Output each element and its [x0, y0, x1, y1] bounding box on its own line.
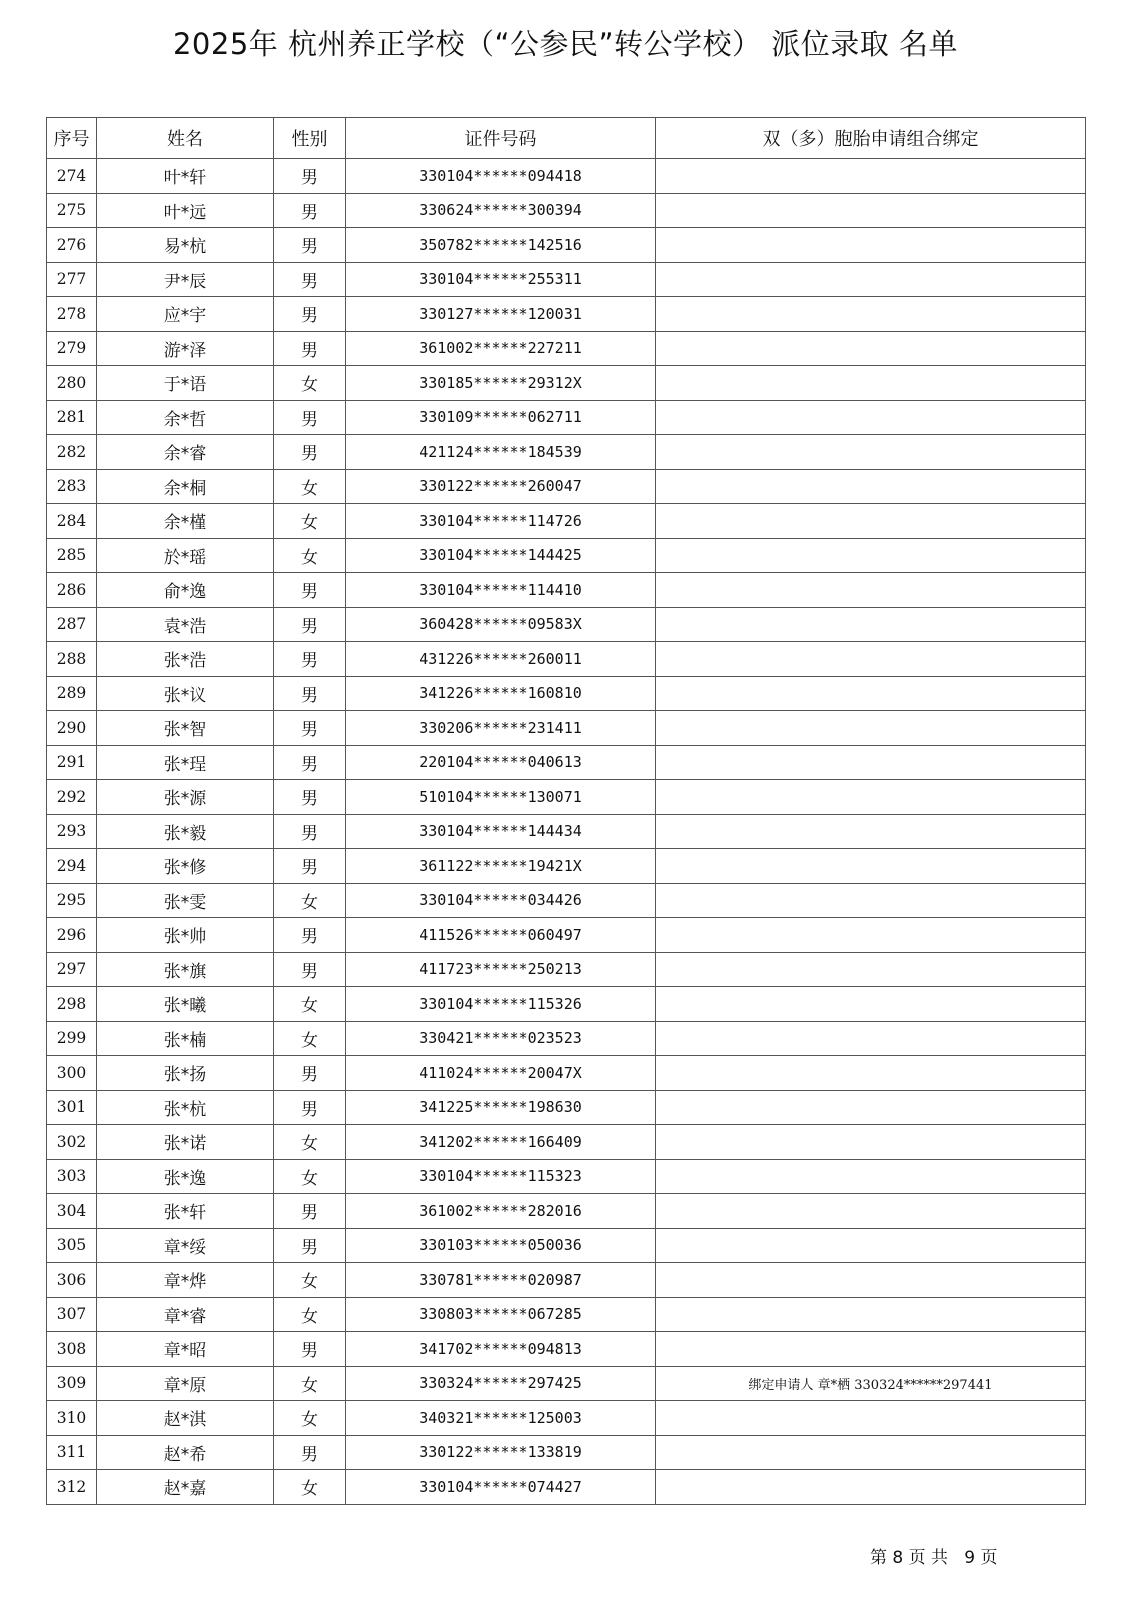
cell-id-number: 330624******300394: [346, 193, 656, 228]
cell-id-number: 330104******114726: [346, 504, 656, 539]
cell-serial: 309: [47, 1366, 97, 1401]
cell-id-number: 361002******227211: [346, 331, 656, 366]
cell-serial: 308: [47, 1332, 97, 1367]
table-row: [47, 1332, 1086, 1367]
cell-gender: 女: [274, 883, 346, 918]
cell-serial: 287: [47, 607, 97, 642]
cell-gender: 女: [274, 538, 346, 573]
cell-id-number: 341225******198630: [346, 1090, 656, 1125]
cell-twin-binding: [656, 1228, 1086, 1263]
cell-student-name: 易*杭: [97, 228, 274, 263]
cell-serial: 275: [47, 193, 97, 228]
cell-twin-binding: [656, 366, 1086, 401]
cell-student-name: 於*瑶: [97, 538, 274, 573]
cell-serial: 281: [47, 400, 97, 435]
column-header-id-number: 证件号码: [346, 118, 656, 159]
table-row: [47, 1125, 1086, 1160]
page-title: 2025年 杭州养正学校（“公参民”转公学校） 派位录取 名单: [172, 27, 958, 61]
cell-id-number: 411024******20047X: [346, 1056, 656, 1091]
cell-serial: 276: [47, 228, 97, 263]
cell-twin-binding: [656, 952, 1086, 987]
cell-student-name: 张*楠: [97, 1021, 274, 1056]
cell-id-number: 341226******160810: [346, 676, 656, 711]
table-row: [47, 435, 1086, 470]
cell-id-number: 330421******023523: [346, 1021, 656, 1056]
cell-student-name: 余*槿: [97, 504, 274, 539]
cell-serial: 302: [47, 1125, 97, 1160]
cell-id-number: 330104******115323: [346, 1159, 656, 1194]
cell-twin-binding: [656, 918, 1086, 953]
cell-gender: 男: [274, 780, 346, 815]
cell-id-number: 411526******060497: [346, 918, 656, 953]
table-row: [47, 814, 1086, 849]
cell-id-number: 220104******040613: [346, 745, 656, 780]
cell-serial: 298: [47, 987, 97, 1022]
cell-id-number: 431226******260011: [346, 642, 656, 677]
cell-id-number: 330104******255311: [346, 262, 656, 297]
cell-student-name: 俞*逸: [97, 573, 274, 608]
cell-twin-binding: [656, 1056, 1086, 1091]
cell-gender: 男: [274, 1194, 346, 1229]
cell-twin-binding: [656, 607, 1086, 642]
cell-gender: 女: [274, 504, 346, 539]
cell-serial: 284: [47, 504, 97, 539]
column-header-serial: 序号: [47, 118, 97, 159]
cell-serial: 286: [47, 573, 97, 608]
table-row: [47, 504, 1086, 539]
cell-student-name: 赵*淇: [97, 1401, 274, 1436]
cell-serial: 304: [47, 1194, 97, 1229]
cell-serial: 283: [47, 469, 97, 504]
cell-serial: 278: [47, 297, 97, 332]
cell-id-number: 330781******020987: [346, 1263, 656, 1298]
cell-student-name: 余*桐: [97, 469, 274, 504]
table-row: [47, 366, 1086, 401]
cell-gender: 女: [274, 1366, 346, 1401]
cell-gender: 男: [274, 262, 346, 297]
cell-serial: 277: [47, 262, 97, 297]
table-row: [47, 1056, 1086, 1091]
cell-gender: 男: [274, 849, 346, 884]
cell-gender: 女: [274, 987, 346, 1022]
cell-gender: 男: [274, 711, 346, 746]
cell-id-number: 330103******050036: [346, 1228, 656, 1263]
cell-gender: 男: [274, 331, 346, 366]
table-row: [47, 400, 1086, 435]
table-row: [47, 1263, 1086, 1298]
cell-student-name: 张*旗: [97, 952, 274, 987]
cell-gender: 女: [274, 1297, 346, 1332]
cell-gender: 男: [274, 573, 346, 608]
cell-student-name: 赵*嘉: [97, 1470, 274, 1505]
table-header-row: [47, 118, 1086, 159]
table-row: [47, 538, 1086, 573]
cell-serial: 280: [47, 366, 97, 401]
cell-twin-binding: [656, 1401, 1086, 1436]
cell-id-number: 421124******184539: [346, 435, 656, 470]
cell-gender: 男: [274, 159, 346, 194]
cell-serial: 291: [47, 745, 97, 780]
cell-student-name: 余*哲: [97, 400, 274, 435]
cell-id-number: 510104******130071: [346, 780, 656, 815]
cell-id-number: 360428******09583X: [346, 607, 656, 642]
cell-serial: 312: [47, 1470, 97, 1505]
cell-id-number: 361122******19421X: [346, 849, 656, 884]
cell-gender: 男: [274, 745, 346, 780]
cell-student-name: 袁*浩: [97, 607, 274, 642]
cell-id-number: 340321******125003: [346, 1401, 656, 1436]
cell-gender: 男: [274, 918, 346, 953]
cell-twin-binding: [656, 538, 1086, 573]
cell-twin-binding: [656, 883, 1086, 918]
cell-twin-binding: [656, 1090, 1086, 1125]
cell-id-number: 330104******074427: [346, 1470, 656, 1505]
cell-serial: 289: [47, 676, 97, 711]
cell-serial: 307: [47, 1297, 97, 1332]
cell-twin-binding: [656, 504, 1086, 539]
cell-student-name: 章*绥: [97, 1228, 274, 1263]
cell-twin-binding: [656, 987, 1086, 1022]
cell-student-name: 叶*轩: [97, 159, 274, 194]
cell-twin-binding: [656, 228, 1086, 263]
table-row: [47, 469, 1086, 504]
table-row: [47, 1401, 1086, 1436]
cell-gender: 女: [274, 1125, 346, 1160]
cell-twin-binding: [656, 400, 1086, 435]
cell-serial: 290: [47, 711, 97, 746]
cell-twin-binding: [656, 1435, 1086, 1470]
cell-student-name: 余*睿: [97, 435, 274, 470]
cell-id-number: 330104******114410: [346, 573, 656, 608]
cell-student-name: 尹*辰: [97, 262, 274, 297]
cell-twin-binding: [656, 676, 1086, 711]
cell-serial: 296: [47, 918, 97, 953]
cell-student-name: 张*帅: [97, 918, 274, 953]
cell-gender: 男: [274, 676, 346, 711]
cell-twin-binding: 绑定申请人 章*栖 330324******297441: [656, 1366, 1086, 1401]
table-row: [47, 918, 1086, 953]
column-header-gender: 性别: [274, 118, 346, 159]
cell-id-number: 330127******120031: [346, 297, 656, 332]
table-row: [47, 711, 1086, 746]
cell-serial: 303: [47, 1159, 97, 1194]
cell-twin-binding: [656, 711, 1086, 746]
cell-serial: 300: [47, 1056, 97, 1091]
cell-id-number: 330122******260047: [346, 469, 656, 504]
cell-twin-binding: [656, 642, 1086, 677]
cell-id-number: 341702******094813: [346, 1332, 656, 1367]
cell-student-name: 于*语: [97, 366, 274, 401]
cell-student-name: 章*原: [97, 1366, 274, 1401]
cell-gender: 女: [274, 1021, 346, 1056]
cell-twin-binding: [656, 573, 1086, 608]
cell-twin-binding: [656, 1194, 1086, 1229]
cell-gender: 女: [274, 1263, 346, 1298]
table-row: [47, 1194, 1086, 1229]
table-row: [47, 193, 1086, 228]
cell-twin-binding: [656, 1125, 1086, 1160]
cell-serial: 299: [47, 1021, 97, 1056]
table-row: [47, 607, 1086, 642]
cell-gender: 男: [274, 228, 346, 263]
cell-id-number: 330185******29312X: [346, 366, 656, 401]
cell-serial: 305: [47, 1228, 97, 1263]
cell-gender: 男: [274, 193, 346, 228]
cell-serial: 293: [47, 814, 97, 849]
cell-student-name: 张*智: [97, 711, 274, 746]
table-row: [47, 1435, 1086, 1470]
cell-student-name: 张*源: [97, 780, 274, 815]
cell-student-name: 张*曦: [97, 987, 274, 1022]
cell-serial: 306: [47, 1263, 97, 1298]
cell-gender: 女: [274, 1401, 346, 1436]
table-row: [47, 331, 1086, 366]
cell-gender: 女: [274, 1159, 346, 1194]
table-row: [47, 676, 1086, 711]
cell-twin-binding: [656, 849, 1086, 884]
table-row: [47, 642, 1086, 677]
cell-gender: 男: [274, 952, 346, 987]
cell-student-name: 章*昭: [97, 1332, 274, 1367]
table-row: [47, 987, 1086, 1022]
cell-student-name: 张*珵: [97, 745, 274, 780]
cell-serial: 279: [47, 331, 97, 366]
cell-id-number: 361002******282016: [346, 1194, 656, 1229]
cell-twin-binding: [656, 1470, 1086, 1505]
cell-id-number: 330104******144425: [346, 538, 656, 573]
cell-id-number: 341202******166409: [346, 1125, 656, 1160]
cell-twin-binding: [656, 331, 1086, 366]
table-row: [47, 1297, 1086, 1332]
cell-gender: 男: [274, 400, 346, 435]
cell-id-number: 411723******250213: [346, 952, 656, 987]
cell-serial: 295: [47, 883, 97, 918]
cell-id-number: 330324******297425: [346, 1366, 656, 1401]
table-row: [47, 1470, 1086, 1505]
cell-serial: 288: [47, 642, 97, 677]
admission-list-table: [46, 117, 1086, 1505]
cell-id-number: 350782******142516: [346, 228, 656, 263]
cell-twin-binding: [656, 297, 1086, 332]
table-row: [47, 262, 1086, 297]
table-row: [47, 228, 1086, 263]
cell-student-name: 张*修: [97, 849, 274, 884]
cell-serial: 311: [47, 1435, 97, 1470]
cell-serial: 282: [47, 435, 97, 470]
table-row: [47, 780, 1086, 815]
column-header-twin-binding: 双（多）胞胎申请组合绑定: [656, 118, 1086, 159]
cell-serial: 285: [47, 538, 97, 573]
cell-student-name: 游*泽: [97, 331, 274, 366]
cell-serial: 297: [47, 952, 97, 987]
table-row: [47, 745, 1086, 780]
cell-twin-binding: [656, 814, 1086, 849]
cell-gender: 男: [274, 607, 346, 642]
table-row: [47, 297, 1086, 332]
cell-student-name: 张*浩: [97, 642, 274, 677]
cell-serial: 310: [47, 1401, 97, 1436]
cell-id-number: 330122******133819: [346, 1435, 656, 1470]
cell-serial: 292: [47, 780, 97, 815]
table-row: [47, 1228, 1086, 1263]
cell-id-number: 330104******144434: [346, 814, 656, 849]
cell-twin-binding: [656, 745, 1086, 780]
table-row: [47, 1366, 1086, 1401]
cell-student-name: 叶*远: [97, 193, 274, 228]
cell-id-number: 330104******034426: [346, 883, 656, 918]
cell-student-name: 张*扬: [97, 1056, 274, 1091]
cell-id-number: 330206******231411: [346, 711, 656, 746]
cell-student-name: 赵*希: [97, 1435, 274, 1470]
table-row: [47, 159, 1086, 194]
cell-gender: 男: [274, 297, 346, 332]
cell-twin-binding: [656, 159, 1086, 194]
cell-serial: 274: [47, 159, 97, 194]
cell-gender: 女: [274, 1470, 346, 1505]
cell-student-name: 张*诺: [97, 1125, 274, 1160]
cell-serial: 301: [47, 1090, 97, 1125]
cell-gender: 男: [274, 1435, 346, 1470]
cell-gender: 男: [274, 1090, 346, 1125]
cell-gender: 女: [274, 366, 346, 401]
cell-id-number: 330104******115326: [346, 987, 656, 1022]
cell-gender: 男: [274, 435, 346, 470]
page-number: 第 8 页 共 9 页: [870, 1548, 998, 1568]
cell-twin-binding: [656, 193, 1086, 228]
cell-student-name: 张*轩: [97, 1194, 274, 1229]
cell-student-name: 张*逸: [97, 1159, 274, 1194]
cell-student-name: 应*宇: [97, 297, 274, 332]
cell-twin-binding: [656, 262, 1086, 297]
cell-twin-binding: [656, 469, 1086, 504]
cell-id-number: 330803******067285: [346, 1297, 656, 1332]
table-row: [47, 952, 1086, 987]
column-header-name: 姓名: [97, 118, 274, 159]
cell-gender: 男: [274, 642, 346, 677]
cell-student-name: 张*毅: [97, 814, 274, 849]
cell-serial: 294: [47, 849, 97, 884]
cell-student-name: 章*睿: [97, 1297, 274, 1332]
cell-twin-binding: [656, 1021, 1086, 1056]
cell-twin-binding: [656, 780, 1086, 815]
cell-id-number: 330109******062711: [346, 400, 656, 435]
cell-twin-binding: [656, 1297, 1086, 1332]
table-row: [47, 849, 1086, 884]
table-row: [47, 1021, 1086, 1056]
cell-gender: 男: [274, 1332, 346, 1367]
cell-student-name: 张*雯: [97, 883, 274, 918]
cell-id-number: 330104******094418: [346, 159, 656, 194]
cell-twin-binding: [656, 1263, 1086, 1298]
table-row: [47, 883, 1086, 918]
cell-twin-binding: [656, 1332, 1086, 1367]
cell-student-name: 张*议: [97, 676, 274, 711]
cell-gender: 男: [274, 814, 346, 849]
cell-gender: 男: [274, 1228, 346, 1263]
cell-student-name: 章*烨: [97, 1263, 274, 1298]
table-row: [47, 1159, 1086, 1194]
table-row: [47, 573, 1086, 608]
cell-twin-binding: [656, 1159, 1086, 1194]
cell-gender: 女: [274, 469, 346, 504]
table-body: [47, 159, 1086, 1505]
table-row: [47, 1090, 1086, 1125]
cell-student-name: 张*杭: [97, 1090, 274, 1125]
cell-twin-binding: [656, 435, 1086, 470]
cell-gender: 男: [274, 1056, 346, 1091]
